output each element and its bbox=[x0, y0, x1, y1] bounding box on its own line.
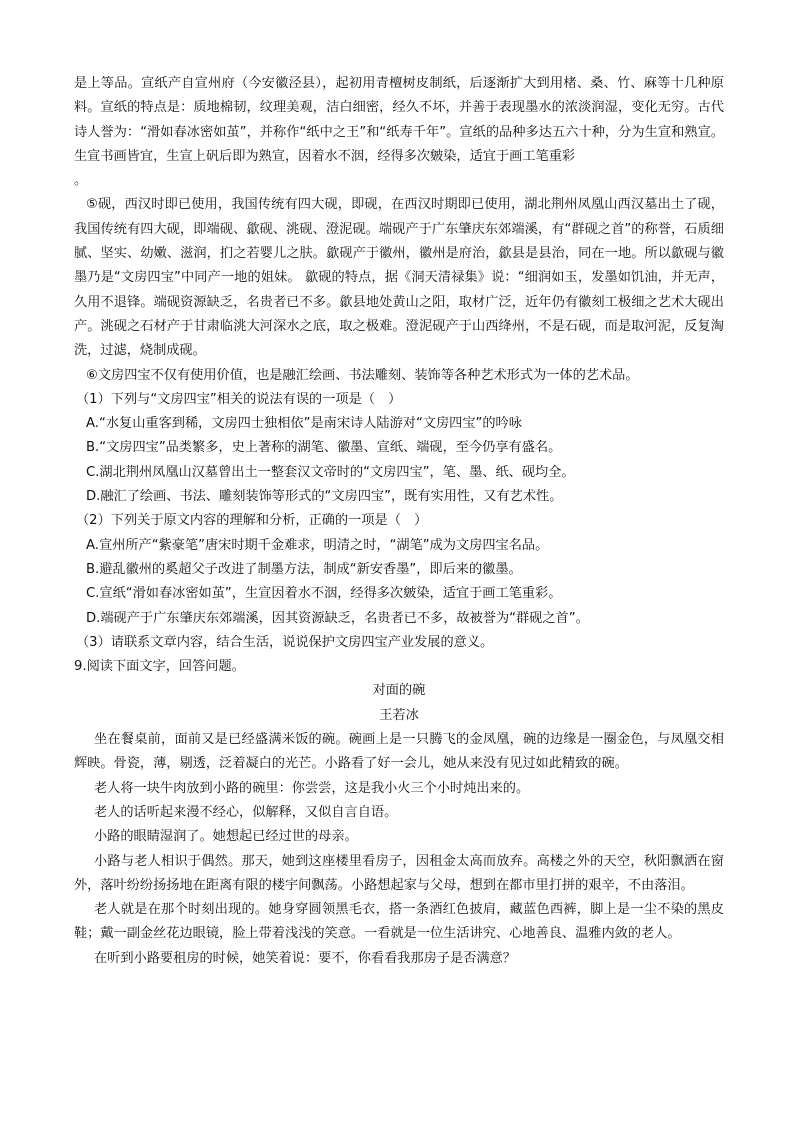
story-paragraph-2: 老人将一块牛肉放到小路的碗里：你尝尝，这是我小火三个小时炖出来的。 bbox=[94, 780, 530, 796]
question-2-option-c: C.宣纸“滑如春冰密如茧”，生宣因着水不洇，经得多次皴染，适宜于画工笔重彩。 bbox=[86, 586, 562, 602]
question-1-option-d: D.融汇了绘画、书法、雕刻装饰等形式的“文房四宝”，既有实用性，又有艺术性。 bbox=[86, 489, 563, 505]
story-paragraph-5: 小路与老人相识于偶然。那天，她到这座楼里看房子，因租金太高而放弃。高楼之外的天空，秋阳飘洒在窗外，落叶纷纷扬扬地在距离有限的楼宇间飘荡。小路想起家与父母，想到在都市里打拼的艰辛，不由落泪。 bbox=[74, 853, 724, 893]
story-author: 王若冰 bbox=[379, 707, 419, 723]
document-page bbox=[74, 72, 724, 971]
intro-paragraph-tail: 。 bbox=[74, 173, 88, 189]
question-9-stem: 9.阅读下面文字，回答问题。 bbox=[74, 659, 245, 675]
story-paragraph-4: 小路的眼睛湿润了。她想起已经过世的母亲。 bbox=[94, 829, 358, 845]
story-paragraph-6: 老人就是在那个时刻出现的。她身穿圆领黑毛衣，搭一条酒红色披肩，藏蓝色西裤，脚上是一尘不染的黑皮鞋；戴一副金丝花边眼镜，脸上带着浅浅的笑意。一看就是一位生活讲究、心地善良、温雅内敛的老人。 bbox=[74, 902, 724, 942]
question-3-stem: （3）请联系文章内容，结合生活，说说保护文房四宝产业发展的意义。 bbox=[76, 634, 494, 650]
story-title: 对面的碗 bbox=[372, 683, 426, 699]
story-paragraph-3: 老人的话听起来漫不经心，似解释，又似自言自语。 bbox=[94, 804, 398, 820]
question-1-stem: （1）下列与“文房四宝”相关的说法有误的一项是（ ） bbox=[76, 391, 402, 407]
paragraph-6: ⑥文房四宝不仅有使用价值，也是融汇绘画、书法雕刻、装饰等各种艺术形式为一体的艺术品。 bbox=[86, 367, 639, 383]
story-paragraph-1: 坐在餐桌前，面前又是已经盛满米饭的碗。碗画上是一只腾飞的金凤凰，碗的边缘是一圈金色，与凤凰交相辉映。骨瓷，薄，剔透，泛着凝白的光芒。小路看了好一会儿，她从来没有见过如此精致的碗。 bbox=[74, 732, 724, 772]
story-paragraph-7: 在听到小路要租房的时候，她笑着说：要不，你看看我那房子是否满意？ bbox=[94, 950, 516, 966]
question-1-option-a: A.“水复山重客到稀，文房四士独相依”是南宋诗人陆游对“文房四宝”的吟咏 bbox=[86, 416, 522, 432]
question-1-option-b: B.“文房四宝”品类繁多，史上著称的湖笔、徽墨、宣纸、端砚，至今仍享有盛名。 bbox=[86, 440, 562, 456]
paragraph-5: ⑤砚，西汉时即已使用，我国传统有四大砚，即砚，在西汉时期即已使用，湖北荆州凤凰山西汉墓出土了砚，我国传统有四大砚，即端砚、歙砚、洮砚、澄泥砚。端砚产于广东肇庆东郊端溪，有“群砚之首”的称誉，石质细腻、坚实、幼嫩、滋润，扪之若婴儿之肤。歙砚产于徽州，徽州是府治，歙县是县治，同在一地。所以歙砚与徽墨乃是“文房四宝”中同产一地的姐妹。 歙砚的特点，据《洞天清禄集》说：“细润如玉，发墨如饥油，并无声，久用不退锋。端砚资源缺乏，名贵者已不多。歙县地处黄山之阳，取材广泛，近年仍有徽刻工极细之艺术大砚出产。洮砚之石材产于甘肃临洮大河深水之底，取之极难。澄泥砚产于山西绛州，不是石砚，而是取河泥，反复淘洗，过滤，烧制成砚。 bbox=[74, 197, 724, 359]
question-2-stem: （2）下列关于原文内容的理解和分析，正确的一项是（ ） bbox=[76, 513, 428, 529]
question-2-option-a: A.宣州所产“紫豪笔”唐宋时期千金难求，明清之时，“湖笔”成为文房四宝名品。 bbox=[86, 537, 549, 553]
question-1-option-c: C.湖北荆州凤凰山汉墓曾出土一整套汉文帝时的“文房四宝”，笔、墨、纸、砚均全。 bbox=[86, 464, 575, 480]
intro-paragraph: 是上等品。宣纸产自宣州府（今安徽泾县），起初用青檀树皮制纸，后逐渐扩大到用楮、桑、竹、麻等十几种原料。宣纸的特点是：质地棉韧，纹理美观，洁白细密，经久不坏，并善于表现墨水的浓淡润湿，变化无穷。古代诗人誉为：“滑如春冰密如茧”，并称作“纸中之王”和“纸寿千年”。宣纸的品种多达五六十种，分为生宣和熟宣。生宣书画皆宜，生宣上矾后即为熟宣，因着水不洇，经得多次皴染，适宜于画工笔重彩 bbox=[74, 76, 724, 164]
question-2-option-b: B.避乱徽州的奚超父子改进了制墨方法，制成“新安香墨”，即后来的徽墨。 bbox=[86, 561, 522, 577]
question-2-option-d: D.端砚产于广东肇庆东郊端溪，因其资源缺乏，名贵者已不多，故被誉为“群砚之首”。 bbox=[86, 610, 589, 626]
